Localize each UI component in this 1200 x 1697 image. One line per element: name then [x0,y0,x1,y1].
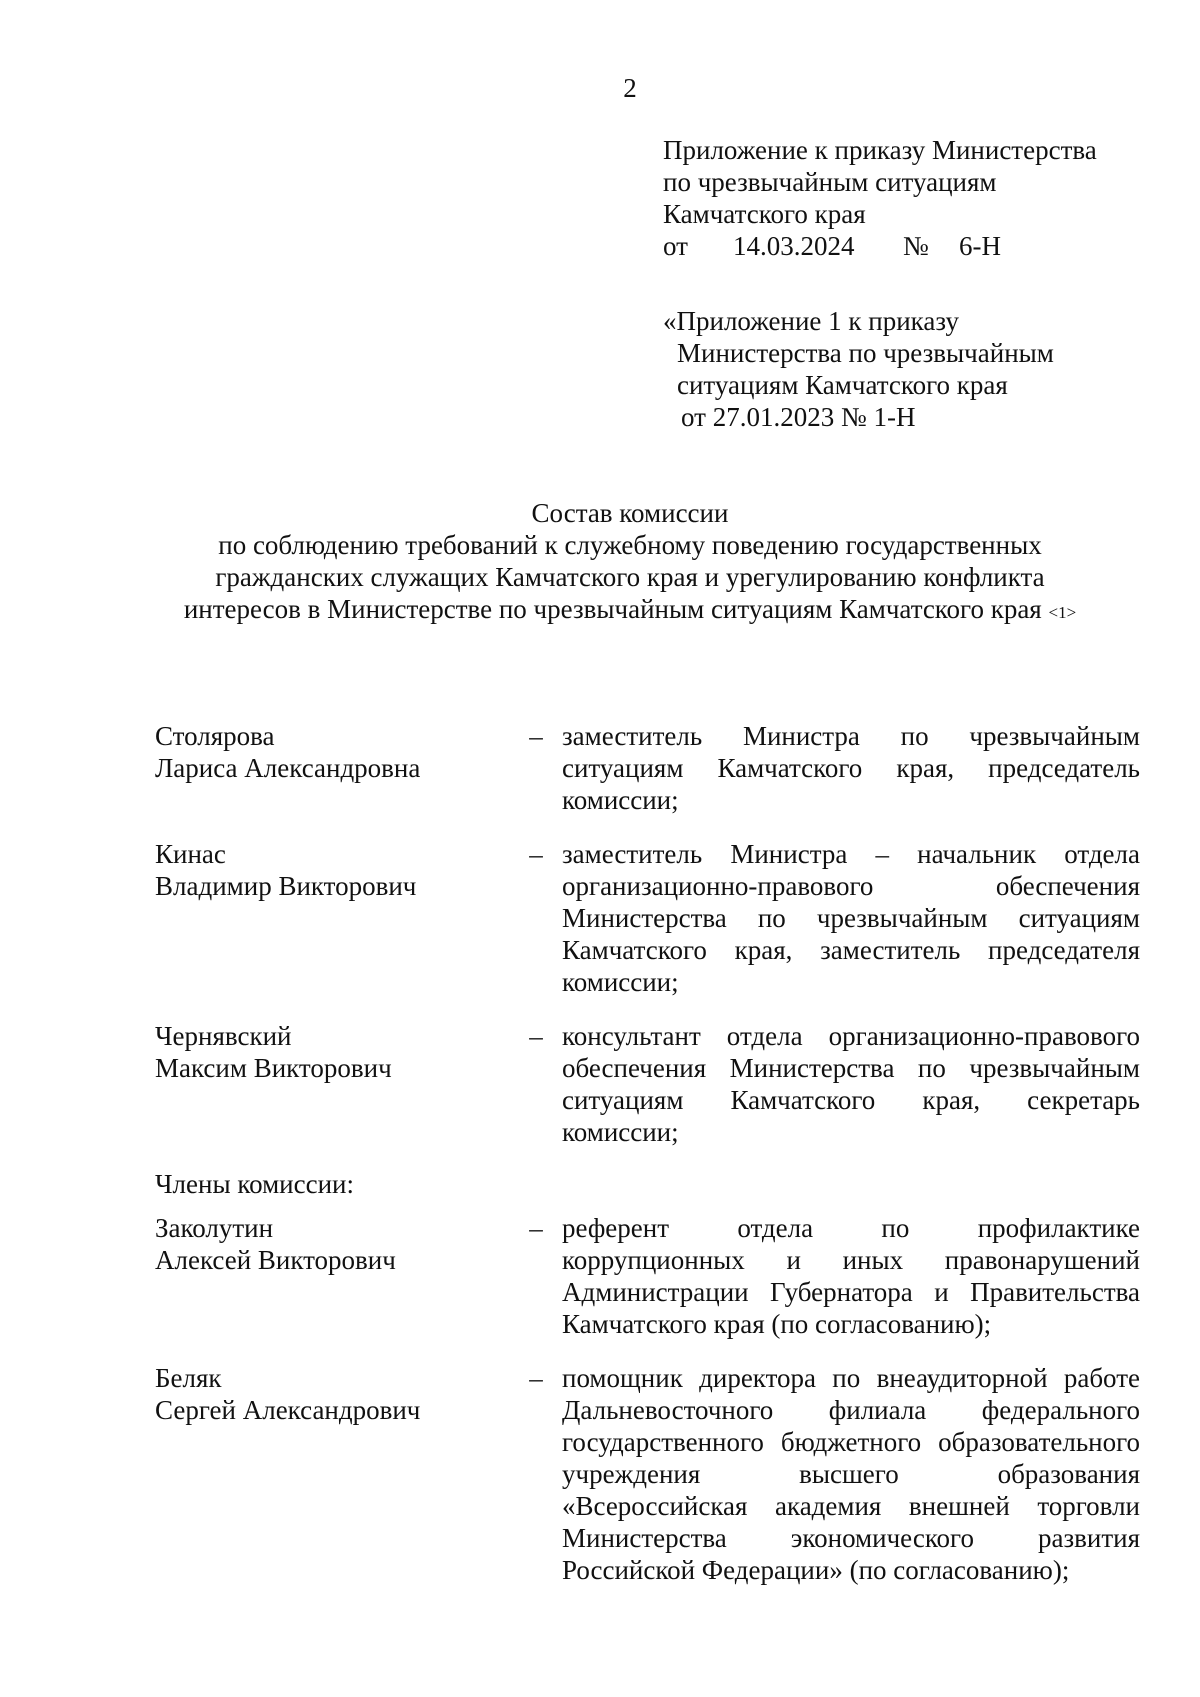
title-line-2: по соблюдению требований к служебному поведению государственных [218,530,1042,560]
member-name [155,720,510,784]
member-row [155,838,1140,998]
member-dash: – [529,1021,543,1051]
member-given-names: Алексей Викторович [155,1245,396,1275]
commission-members-list [155,720,1140,1608]
page-number: 2 [623,73,637,103]
commission-members [155,1212,1140,1586]
member-surname: Чернявский [155,1021,292,1051]
title-line-4: интересов в Министерстве по чрезвычайным ситуациям Камчатского края [183,594,1042,624]
member-description: консультант отдела организационно-правового обеспечения Министерства по чрезвычайным ситуациям Камчатского края, секретарь комиссии; [562,1021,1140,1147]
previous-attachment-line-4: от 27.01.2023 № 1-Н [681,402,916,432]
member-row [155,1212,1140,1340]
previous-attachment-header [663,305,1183,433]
member-name [155,838,510,902]
member-given-names: Максим Викторович [155,1053,392,1083]
footnote-reference: <1> [1048,603,1077,622]
member-row [155,1020,1140,1148]
member-dash: – [529,1363,543,1393]
member-row [155,1362,1140,1586]
member-description: референт отдела по профилактике коррупционных и иных правонарушений Администрации Губернатора и Правительства Камчатского края (по согласованию); [562,1213,1140,1339]
member-name [155,1020,510,1084]
previous-attachment-line-3: ситуациям Камчатского края [677,370,1008,400]
member-surname: Кинас [155,839,226,869]
title-line-3: гражданских служащих Камчатского края и урегулированию конфликта [215,562,1045,592]
members-section-label: Члены комиссии: [155,1169,354,1199]
order-number: 6-Н [959,231,1001,261]
member-given-names: Сергей Александрович [155,1395,421,1425]
attachment-line-1: Приложение к приказу Министерства [663,135,1097,165]
member-surname: Беляк [155,1363,222,1393]
title-line-4-wrapper [140,593,1120,629]
member-row [155,720,1140,816]
member-dash: – [529,839,543,869]
member-given-names: Лариса Александровна [155,753,421,783]
member-given-names: Владимир Викторович [155,871,417,901]
member-name [155,1212,510,1276]
member-dash: – [529,1213,543,1243]
order-from-label: от [663,231,688,261]
member-description: заместитель Министра – начальник отдела организационно-правового обеспечения Министерства по чрезвычайным ситуациям Камчатского края, заместитель председателя комиссии; [562,839,1140,997]
member-name [155,1362,510,1426]
previous-attachment-line-1: «Приложение 1 к приказу [663,306,959,336]
member-surname: Столярова [155,721,275,751]
member-description: заместитель Министра по чрезвычайным ситуациям Камчатского края, председатель комиссии; [562,721,1140,815]
previous-attachment-line-2: Министерства по чрезвычайным [677,338,1054,368]
commission-leaders [155,720,1140,1148]
attachment-line-3: Камчатского края [663,199,866,229]
attachment-header [663,134,1183,262]
order-date: 14.03.2024 [733,231,855,261]
document-title [140,497,1120,629]
order-number-sign: № [903,231,929,261]
order-details [663,230,1183,262]
member-surname: Заколутин [155,1213,274,1243]
attachment-line-2: по чрезвычайным ситуациям [663,167,997,197]
member-description: помощник директора по внеаудиторной работе Дальневосточного филиала федерального государственного бюджетного образовательного учреждения высшего образования «Всероссийская академия внешней торговли Министерства экономического развития Российской Федерации» (по согласованию); [562,1363,1140,1585]
title-line-1: Состав комиссии [531,498,729,528]
member-dash: – [529,721,543,751]
